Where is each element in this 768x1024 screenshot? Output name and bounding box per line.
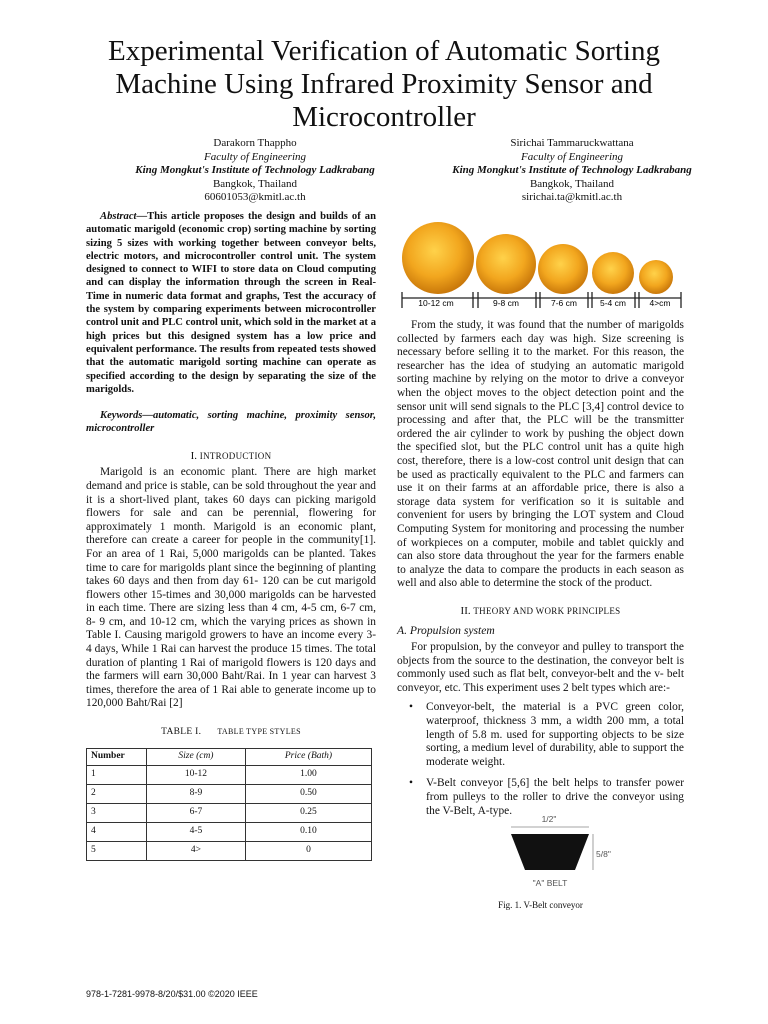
marigold-flower-5: [639, 260, 673, 294]
propulsion-paragraph: For propulsion, by the conveyor and pulley to transport the objects from the source to the destination, the conveyor belt is commonly used such as flat belt, conveyor-belt and the v- belt conveyor, etc. This experiment uses 2 belt types which are:-: [397, 641, 684, 694]
section-heading-introduction: [86, 450, 376, 464]
belt-type-list: [397, 701, 684, 818]
marigold-flower-2: [476, 234, 536, 294]
marigold-flower-1: [402, 222, 474, 294]
size-label: 4>cm: [649, 298, 671, 308]
table-cell: 1: [87, 765, 147, 784]
marigold-flower-4: [592, 252, 634, 294]
table-row: [87, 841, 372, 860]
table-row: [87, 803, 372, 822]
author-block-2: [422, 137, 722, 205]
author-institute: King Mongkut's Institute of Technology Ladkrabang: [135, 164, 375, 177]
section-number: II.: [460, 604, 471, 617]
table-cell: 0.50: [245, 784, 371, 803]
table-cell: 2: [87, 784, 147, 803]
abstract: [86, 210, 376, 396]
author-faculty: Faculty of Engineering: [203, 150, 307, 163]
marigold-size-figure: [398, 222, 683, 314]
figure-caption: Fig. 1. V-Belt conveyor: [498, 900, 583, 910]
table-cell: 3: [87, 803, 147, 822]
author-institute: King Mongkut's Institute of Technology Ladkrabang: [452, 164, 692, 177]
size-label: 7-6 cm: [551, 298, 577, 308]
table-row: [87, 765, 372, 784]
table-cell: 8-9: [147, 784, 246, 803]
marigold-flower-3: [538, 244, 588, 294]
author-city: Bangkok, Thailand: [529, 177, 615, 190]
section-title: INTRODUCTION: [199, 450, 272, 461]
table-header-row: [87, 748, 372, 765]
author-name: Darakorn Thappho: [213, 137, 297, 149]
author-email: 60601053@kmitl.ac.th: [204, 191, 306, 204]
author-email: sirichai.ta@kmitl.ac.th: [521, 191, 623, 204]
table-cell: 0.10: [245, 822, 371, 841]
belt-name-label: "A" BELT: [532, 878, 568, 888]
table-cell: 4>: [147, 841, 246, 860]
table-cell: 10-12: [147, 765, 246, 784]
table-cell: 0.25: [245, 803, 371, 822]
size-label: 9-8 cm: [493, 298, 519, 308]
author-faculty: Faculty of Engineering: [520, 150, 624, 163]
abstract-text: —This article proposes the design and builds of an automatic marigold (economic crop) sorting machine by sorting sizing 5 sizes with working together between conveyor belts, electric motors, and microcontroller control unit. The system designed to connect to WIFI to store data on Cloud computing and can display the information through the screen in Real-Time in numeric data format and graphs, Test the accuracy of the system by comparing experiments between microcontroller control unit and PLC control unit, which sold in the market at a high prices but this designed system has a low price and equivalent performance. The results from repeated tests showed that the automatic marigold sorting machine can operate as specified according to the design by separating the size of the marigolds.: [86, 211, 376, 395]
price-table: [86, 748, 372, 861]
table-cell: 5: [87, 841, 147, 860]
belt-cross-section: [511, 834, 589, 870]
table-header: Number: [87, 748, 147, 765]
abstract-lead: Abstract: [100, 211, 137, 222]
table-title: TABLE TYPE STYLES: [217, 727, 301, 737]
keywords: [86, 409, 376, 436]
keywords-lead: Keywords—: [100, 410, 153, 422]
keywords-text: automatic, sorting machine, proximity sensor, microcontroller: [86, 410, 376, 435]
study-paragraph: From the study, it was found that the number of marigolds collected by farmers each day was high. Size screening is necessary before selling it to the market. For this reason, the researcher has the idea of studying an automatic marigold sorting machine by relying on the motor to drive a conveyor when the object moves to the object detection point and the sensor unit will send signals to the PLC [3,4] control device to processing and after that, the PLC will be the transmitter ordered the air cylinder to work by pushing the object down the specified slot, but the PLC control unit has a quite high cost, therefore, there is a low-cost control unit design that can be used as practically equivalent to the PLC and farmers can use it on their farms at an affordable price, there is also a storage data system for verification so it is suitable and convenient for users by bringing the LOT system and Cloud Computing System for monitoring and processing the number of workpieces on a computer, mobile and tablet quickly and can also store data throughout the year for the farmers enable to analyze the data to compare the products in each season as well and also able to determine the stock of the product.: [397, 319, 684, 590]
right-column: [397, 319, 684, 826]
list-item: • V-Belt conveyor [5,6] the belt helps to transfer power from pulleys to the roller to drive the conveyor using the V-Belt, A-type.: [409, 777, 684, 817]
author-city: Bangkok, Thailand: [212, 177, 298, 190]
section-number: I.: [190, 449, 198, 462]
table-row: [87, 822, 372, 841]
left-column: [86, 210, 376, 861]
table-cell: 4: [87, 822, 147, 841]
table-cell: 6-7: [147, 803, 246, 822]
author-block-1: [105, 137, 405, 205]
list-item-text: V-Belt conveyor [5,6] the belt helps to transfer power from pulleys to the roller to drive the conveyor using the V-Belt, A-type.: [426, 777, 684, 817]
paper-title: Experimental Verification of Automatic Sorting Machine Using Infrared Proximity Sensor and Microcontroller: [108, 35, 660, 133]
size-label: 10-12 cm: [418, 298, 454, 308]
footer-copyright: 978-1-7281-9978-8/20/$31.00 ©2020 IEEE: [86, 989, 258, 999]
list-item-text: Conveyor-belt, the material is a PVC green color, waterproof, thickness 3 mm, a width 200 mm, a total length of 5.8 m. used for supporting objects to be size sorting, a medium level of durability, able to support the moderate weight.: [426, 701, 684, 768]
table-header: Price (Bath): [245, 748, 371, 765]
list-item: • Conveyor-belt, the material is a PVC green color, waterproof, thickness 3 mm, a width 200 mm, a total length of 5.8 m. used for supporting objects to be size sorting, a medium level of durability, able to support the moderate weight.: [409, 701, 684, 768]
section-heading-theory: [397, 605, 684, 619]
table-number: TABLE I.: [161, 727, 202, 738]
introduction-paragraph: Marigold is an economic plant. There are high market demand and price is stable, can be sold throughout the year and it is a short-lived plant, takes 60 days can picking marigold flowers for sale and can be perennial, flowering for approximately 1 month. Marigold is an economic plant, therefore can create a career for people in the community[1]. For an area of 1 Rai, 5,000 marigolds can be planted. Takes time to care for marigolds plant since the beginning of planting takes 60 days and then from day 61- 120 can be cut marigold flowers other 15-times and 30,000 marigolds can be harvested in each time. There are sizing less than 4 cm, 4-5 cm, 6-7 cm, 8- 9 cm, and 10-12 cm, which the varying prices as shown in Table I. Causing marigold growers to have an income every 3-4 days, While 1 Rai can harvest the produce 15 times. The total duration of planting 1 Rai of marigold flowers is 120 days and the farmers will earn 30,000 Baht/Rai. In 1 year can harvest 3 times, therefore the area of 1 Rai able to generate income up to 120,000 Baht/Rai [2]: [86, 466, 376, 710]
table-cell: 4-5: [147, 822, 246, 841]
belt-height-label: 5/8": [596, 849, 611, 859]
v-belt-diagram: [505, 812, 615, 892]
table-caption: [86, 725, 376, 740]
author-name: Sirichai Tammaruckwattana: [510, 137, 634, 149]
section-title: THEORY AND WORK PRINCIPLES: [473, 605, 621, 616]
size-label: 5-4 cm: [600, 298, 626, 308]
table-row: [87, 784, 372, 803]
table-header: Size (cm): [147, 748, 246, 765]
subsection-heading: A. Propulsion system: [397, 624, 495, 638]
belt-width-label: 1/2": [541, 814, 557, 824]
table-cell: 0: [245, 841, 371, 860]
table-cell: 1.00: [245, 765, 371, 784]
